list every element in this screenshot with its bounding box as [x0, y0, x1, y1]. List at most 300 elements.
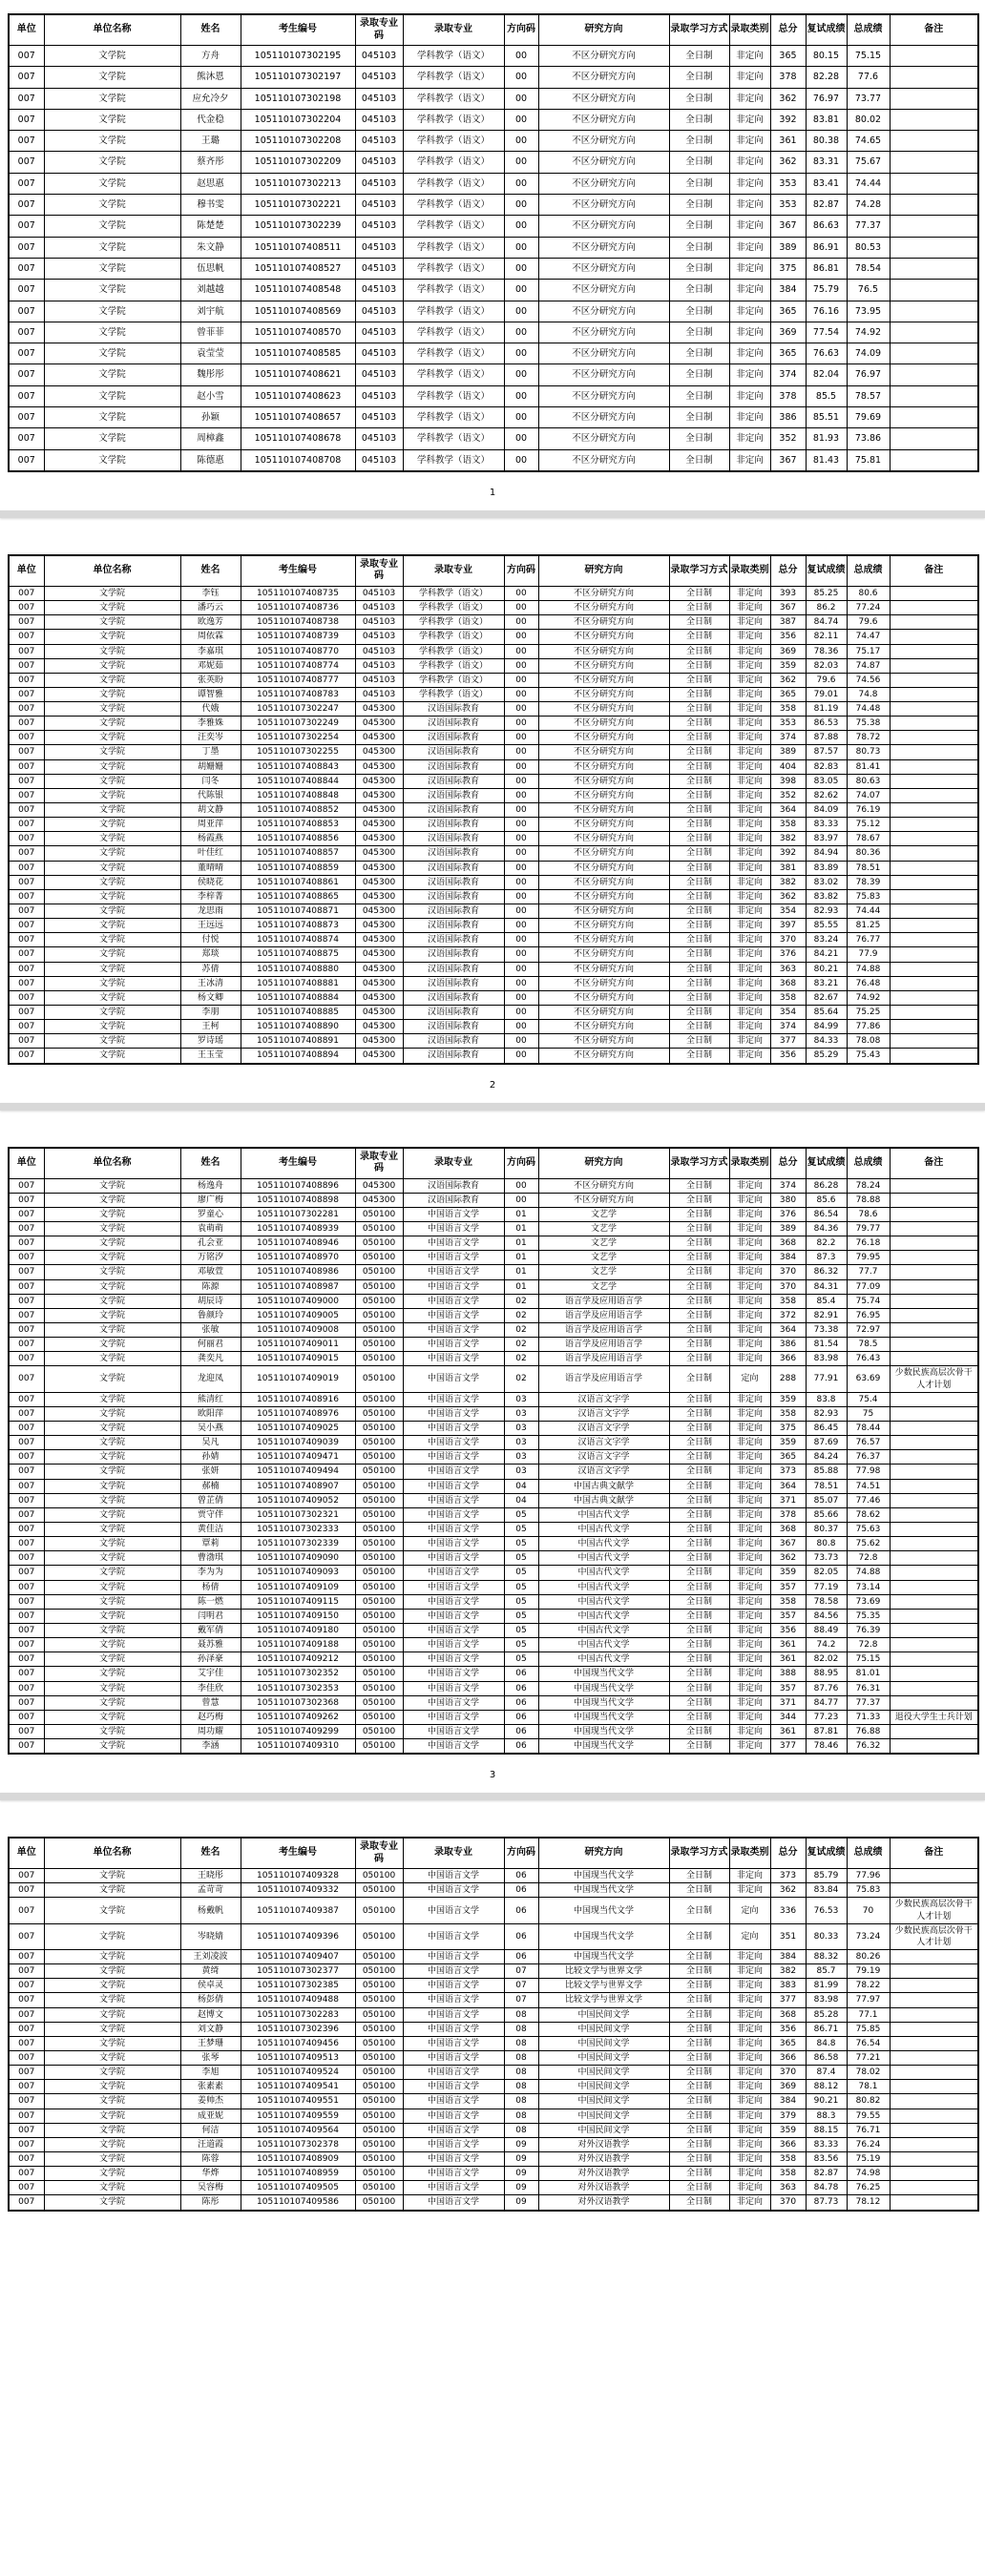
- name-cell: 侯卓灵: [180, 1979, 241, 1993]
- unit-name-cell: 文学院: [44, 759, 180, 774]
- research-direction-cell: 中国民间文学: [538, 2022, 669, 2036]
- unit-code-cell: 007: [9, 962, 44, 976]
- admissions-table-page-3: [8, 1147, 979, 1755]
- column-header-study-mode: 录取学习方式: [669, 1838, 729, 1869]
- table-row: [9, 1638, 978, 1652]
- major-cell: 中国语言文学: [403, 1222, 504, 1236]
- retest-score-cell: 78.51: [806, 1479, 847, 1493]
- major-cell: 中国语言文学: [403, 1479, 504, 1493]
- retest-score-cell: 82.05: [806, 1566, 847, 1580]
- unit-code-cell: 007: [9, 1392, 44, 1406]
- remark-cell: [890, 1623, 978, 1637]
- table-row: [9, 889, 978, 904]
- name-cell: 杨霞燕: [180, 832, 241, 846]
- study-mode-cell: 全日制: [669, 2080, 729, 2094]
- major-code-cell: 050100: [355, 1566, 403, 1580]
- research-direction-cell: 不区分研究方向: [538, 962, 669, 976]
- major-code-cell: 050100: [355, 1883, 403, 1898]
- research-direction-cell: 语言学及应用语言学: [538, 1352, 669, 1366]
- unit-code-cell: 007: [9, 947, 44, 962]
- admission-type-cell: 非定向: [729, 1964, 770, 1979]
- study-mode-cell: 全日制: [669, 759, 729, 774]
- retest-score-cell: 87.69: [806, 1436, 847, 1450]
- page-separator: [0, 1793, 985, 1800]
- direction-code-cell: 07: [504, 1964, 538, 1979]
- study-mode-cell: 全日制: [669, 46, 729, 67]
- table-row: [9, 449, 978, 471]
- final-score-cell: 74.48: [847, 702, 890, 717]
- candidate-id-cell: 105110107408890: [241, 1020, 355, 1034]
- research-direction-cell: 文艺学: [538, 1251, 669, 1265]
- unit-code-cell: 007: [9, 919, 44, 933]
- remark-cell: [890, 1251, 978, 1265]
- retest-score-cell: 78.46: [806, 1739, 847, 1755]
- direction-code-cell: 01: [504, 1265, 538, 1279]
- total-score-cell: 377: [770, 1739, 806, 1755]
- remark-cell: [890, 919, 978, 933]
- unit-code-cell: 007: [9, 990, 44, 1005]
- page-number-1: 1: [489, 487, 496, 498]
- research-direction-cell: 不区分研究方向: [538, 919, 669, 933]
- name-cell: 黄绮: [180, 1964, 241, 1979]
- table-row: [9, 428, 978, 449]
- name-cell: 孔会亚: [180, 1236, 241, 1251]
- name-cell: 周功耀: [180, 1724, 241, 1738]
- final-score-cell: 75.4: [847, 1392, 890, 1406]
- retest-score-cell: 77.19: [806, 1580, 847, 1594]
- direction-code-cell: 00: [504, 173, 538, 194]
- research-direction-cell: 中国古代文学: [538, 1522, 669, 1536]
- retest-score-cell: 80.8: [806, 1537, 847, 1551]
- admission-type-cell: 非定向: [729, 1049, 770, 1064]
- unit-code-cell: 007: [9, 67, 44, 88]
- study-mode-cell: 全日制: [669, 1507, 729, 1522]
- study-mode-cell: 全日制: [669, 1695, 729, 1710]
- unit-name-cell: 文学院: [44, 2051, 180, 2066]
- total-score-cell: 369: [770, 322, 806, 343]
- total-score-cell: 382: [770, 875, 806, 889]
- study-mode-cell: 全日制: [669, 1479, 729, 1493]
- candidate-id-cell: 105110107302209: [241, 152, 355, 173]
- study-mode-cell: 全日制: [669, 1739, 729, 1755]
- name-cell: 欧阳萍: [180, 1406, 241, 1421]
- major-cell: 学科教学（语文）: [403, 644, 504, 658]
- final-score-cell: 74.56: [847, 673, 890, 687]
- direction-code-cell: 00: [504, 1006, 538, 1020]
- unit-name-cell: 文学院: [44, 1392, 180, 1406]
- unit-name-cell: 文学院: [44, 1406, 180, 1421]
- research-direction-cell: 不区分研究方向: [538, 88, 669, 109]
- retest-score-cell: 83.41: [806, 173, 847, 194]
- table-row: [9, 1537, 978, 1551]
- remark-cell: [890, 195, 978, 216]
- table-row: [9, 1049, 978, 1064]
- name-cell: 贾守伴: [180, 1507, 241, 1522]
- research-direction-cell: 中国民间文学: [538, 2066, 669, 2080]
- table-row: [9, 731, 978, 745]
- retest-score-cell: 83.82: [806, 889, 847, 904]
- candidate-id-cell: 105110107409019: [241, 1366, 355, 1392]
- total-score-cell: 358: [770, 1294, 806, 1308]
- unit-code-cell: 007: [9, 1294, 44, 1308]
- table-row: [9, 947, 978, 962]
- unit-code-cell: 007: [9, 1338, 44, 1352]
- name-cell: 李梓菁: [180, 889, 241, 904]
- total-score-cell: 364: [770, 1479, 806, 1493]
- direction-code-cell: 05: [504, 1594, 538, 1609]
- retest-score-cell: 84.77: [806, 1695, 847, 1710]
- research-direction-cell: 不区分研究方向: [538, 67, 669, 88]
- final-score-cell: 75.12: [847, 818, 890, 832]
- direction-code-cell: 03: [504, 1465, 538, 1479]
- total-score-cell: 371: [770, 1493, 806, 1507]
- total-score-cell: 365: [770, 1450, 806, 1465]
- table-row: [9, 152, 978, 173]
- final-score-cell: 74.98: [847, 2167, 890, 2181]
- retest-score-cell: 85.51: [806, 407, 847, 428]
- major-cell: 中国语言文学: [403, 1421, 504, 1435]
- name-cell: 艾宇佳: [180, 1667, 241, 1681]
- column-header-research-direction: 研究方向: [538, 1148, 669, 1179]
- table-row: [9, 788, 978, 802]
- direction-code-cell: 09: [504, 2137, 538, 2151]
- unit-code-cell: 007: [9, 301, 44, 322]
- remark-cell: [890, 1406, 978, 1421]
- admission-type-cell: 非定向: [729, 1338, 770, 1352]
- name-cell: 陈彤: [180, 2195, 241, 2211]
- direction-code-cell: 02: [504, 1338, 538, 1352]
- candidate-id-cell: 105110107408774: [241, 658, 355, 673]
- unit-name-cell: 文学院: [44, 280, 180, 301]
- candidate-id-cell: 105110107408907: [241, 1479, 355, 1493]
- column-header-major: 录取专业: [403, 14, 504, 46]
- major-code-cell: 050100: [355, 1623, 403, 1637]
- table-row: [9, 1006, 978, 1020]
- retest-score-cell: 88.3: [806, 2109, 847, 2123]
- direction-code-cell: 00: [504, 152, 538, 173]
- unit-name-cell: 文学院: [44, 343, 180, 364]
- table-row: [9, 846, 978, 861]
- retest-score-cell: 85.5: [806, 385, 847, 406]
- unit-name-cell: 文学院: [44, 803, 180, 818]
- unit-code-cell: 007: [9, 1251, 44, 1265]
- candidate-id-cell: 105110107408885: [241, 1006, 355, 1020]
- name-cell: 赵思惠: [180, 173, 241, 194]
- candidate-id-cell: 105110107302283: [241, 2007, 355, 2022]
- candidate-id-cell: 105110107409396: [241, 1923, 355, 1949]
- study-mode-cell: 全日制: [669, 717, 729, 731]
- research-direction-cell: 不区分研究方向: [538, 658, 669, 673]
- unit-name-cell: 文学院: [44, 976, 180, 990]
- study-mode-cell: 全日制: [669, 601, 729, 615]
- retest-score-cell: 82.93: [806, 1406, 847, 1421]
- column-header-admission-type: 录取类别: [729, 14, 770, 46]
- candidate-id-cell: 105110107408874: [241, 933, 355, 947]
- major-code-cell: 045103: [355, 301, 403, 322]
- retest-score-cell: 82.02: [806, 1652, 847, 1667]
- name-cell: 岑晓婧: [180, 1923, 241, 1949]
- name-cell: 王梦珊: [180, 2036, 241, 2050]
- unit-name-cell: 文学院: [44, 131, 180, 152]
- name-cell: 陈蓉: [180, 2152, 241, 2167]
- total-score-cell: 365: [770, 2036, 806, 2050]
- final-score-cell: 80.6: [847, 586, 890, 600]
- unit-code-cell: 007: [9, 1964, 44, 1979]
- admission-type-cell: 非定向: [729, 216, 770, 237]
- unit-name-cell: 文学院: [44, 962, 180, 976]
- admission-type-cell: 非定向: [729, 875, 770, 889]
- unit-name-cell: 文学院: [44, 449, 180, 471]
- retest-score-cell: 76.63: [806, 343, 847, 364]
- direction-code-cell: 02: [504, 1366, 538, 1392]
- total-score-cell: 365: [770, 46, 806, 67]
- candidate-id-cell: 105110107408881: [241, 976, 355, 990]
- table-row: [9, 1279, 978, 1294]
- admission-type-cell: 非定向: [729, 67, 770, 88]
- admission-type-cell: 非定向: [729, 109, 770, 130]
- total-score-cell: 351: [770, 1923, 806, 1949]
- study-mode-cell: 全日制: [669, 449, 729, 471]
- table-row: [9, 1366, 978, 1392]
- remark-cell: [890, 1294, 978, 1308]
- admission-type-cell: 非定向: [729, 1652, 770, 1667]
- direction-code-cell: 02: [504, 1308, 538, 1322]
- final-score-cell: 78.62: [847, 1507, 890, 1522]
- unit-name-cell: 文学院: [44, 1251, 180, 1265]
- admission-type-cell: 非定向: [729, 1308, 770, 1322]
- final-score-cell: 76.71: [847, 2123, 890, 2137]
- admission-type-cell: 非定向: [729, 774, 770, 788]
- research-direction-cell: 不区分研究方向: [538, 687, 669, 701]
- unit-name-cell: 文学院: [44, 1710, 180, 1724]
- direction-code-cell: 00: [504, 343, 538, 364]
- unit-code-cell: 007: [9, 788, 44, 802]
- remark-cell: [890, 216, 978, 237]
- major-code-cell: 050100: [355, 1537, 403, 1551]
- candidate-id-cell: 105110107409541: [241, 2080, 355, 2094]
- major-cell: 学科教学（语文）: [403, 630, 504, 644]
- table-row: [9, 343, 978, 364]
- candidate-id-cell: 105110107409494: [241, 1465, 355, 1479]
- table-row: [9, 1322, 978, 1337]
- direction-code-cell: 00: [504, 990, 538, 1005]
- unit-code-cell: 007: [9, 644, 44, 658]
- column-header-final-score: 总成绩: [847, 555, 890, 587]
- major-cell: 汉语国际教育: [403, 1020, 504, 1034]
- unit-code-cell: 007: [9, 673, 44, 687]
- admission-type-cell: 非定向: [729, 673, 770, 687]
- study-mode-cell: 全日制: [669, 1964, 729, 1979]
- table-header: [9, 1148, 978, 1179]
- direction-code-cell: 00: [504, 1178, 538, 1193]
- table-row: [9, 1898, 978, 1923]
- unit-code-cell: 007: [9, 2066, 44, 2080]
- name-cell: 赵巧梅: [180, 1710, 241, 1724]
- major-cell: 学科教学（语文）: [403, 673, 504, 687]
- direction-code-cell: 09: [504, 2181, 538, 2195]
- major-cell: 中国语言文学: [403, 1898, 504, 1923]
- study-mode-cell: 全日制: [669, 1652, 729, 1667]
- direction-code-cell: 07: [504, 1979, 538, 1993]
- name-cell: 郑琰: [180, 947, 241, 962]
- total-score-cell: 374: [770, 364, 806, 385]
- major-cell: 中国语言文学: [403, 1724, 504, 1738]
- major-cell: 中国语言文学: [403, 1465, 504, 1479]
- remark-cell: [890, 1308, 978, 1322]
- retest-score-cell: 83.05: [806, 774, 847, 788]
- column-header-total-score: 总分: [770, 14, 806, 46]
- unit-code-cell: 007: [9, 1020, 44, 1034]
- major-code-cell: 045103: [355, 687, 403, 701]
- study-mode-cell: 全日制: [669, 1710, 729, 1724]
- total-score-cell: 356: [770, 630, 806, 644]
- direction-code-cell: 00: [504, 449, 538, 471]
- name-cell: 孙婧: [180, 1450, 241, 1465]
- major-cell: 汉语国际教育: [403, 803, 504, 818]
- table-row: [9, 1566, 978, 1580]
- admission-type-cell: 非定向: [729, 803, 770, 818]
- total-score-cell: 367: [770, 1537, 806, 1551]
- final-score-cell: 79.55: [847, 2109, 890, 2123]
- unit-name-cell: 文学院: [44, 1551, 180, 1566]
- final-score-cell: 74.44: [847, 173, 890, 194]
- remark-cell: 少数民族高层次骨干人才计划: [890, 1923, 978, 1949]
- study-mode-cell: 全日制: [669, 1352, 729, 1366]
- remark-cell: [890, 1020, 978, 1034]
- final-score-cell: 77.09: [847, 1279, 890, 1294]
- major-cell: 学科教学（语文）: [403, 152, 504, 173]
- unit-code-cell: 007: [9, 1883, 44, 1898]
- total-score-cell: 353: [770, 195, 806, 216]
- final-score-cell: 79.69: [847, 407, 890, 428]
- unit-name-cell: 文学院: [44, 1193, 180, 1207]
- major-code-cell: 045103: [355, 88, 403, 109]
- remark-cell: [890, 1236, 978, 1251]
- candidate-id-cell: 105110107409008: [241, 1322, 355, 1337]
- total-score-cell: 368: [770, 976, 806, 990]
- retest-score-cell: 79.6: [806, 673, 847, 687]
- major-code-cell: 045103: [355, 385, 403, 406]
- study-mode-cell: 全日制: [669, 990, 729, 1005]
- name-cell: 董晴晴: [180, 861, 241, 875]
- table-row: [9, 1406, 978, 1421]
- major-code-cell: 045300: [355, 788, 403, 802]
- retest-score-cell: 77.91: [806, 1366, 847, 1392]
- name-cell: 姜帅杰: [180, 2094, 241, 2109]
- study-mode-cell: 全日制: [669, 1049, 729, 1064]
- major-cell: 中国语言文学: [403, 1366, 504, 1392]
- unit-name-cell: 文学院: [44, 1222, 180, 1236]
- major-code-cell: 050100: [355, 1493, 403, 1507]
- retest-score-cell: 85.28: [806, 2007, 847, 2022]
- major-cell: 中国语言文学: [403, 1322, 504, 1337]
- research-direction-cell: 不区分研究方向: [538, 195, 669, 216]
- retest-score-cell: 84.24: [806, 1450, 847, 1465]
- candidate-id-cell: 105110107408959: [241, 2167, 355, 2181]
- name-cell: 鲁颜玲: [180, 1308, 241, 1322]
- remark-cell: [890, 2181, 978, 2195]
- name-cell: 王远远: [180, 919, 241, 933]
- table-row: [9, 2080, 978, 2094]
- table-row: [9, 1979, 978, 1993]
- admission-type-cell: 非定向: [729, 904, 770, 919]
- admission-type-cell: 非定向: [729, 2167, 770, 2181]
- page-separator: [0, 510, 985, 518]
- study-mode-cell: 全日制: [669, 1222, 729, 1236]
- remark-cell: [890, 407, 978, 428]
- name-cell: 闫明君: [180, 1609, 241, 1623]
- study-mode-cell: 全日制: [669, 1265, 729, 1279]
- major-cell: 汉语国际教育: [403, 832, 504, 846]
- major-code-cell: 045103: [355, 258, 403, 279]
- admission-type-cell: 非定向: [729, 280, 770, 301]
- name-cell: 胡文静: [180, 803, 241, 818]
- major-code-cell: 050100: [355, 2051, 403, 2066]
- remark-cell: [890, 601, 978, 615]
- retest-score-cell: 76.97: [806, 88, 847, 109]
- research-direction-cell: 中国古典文献学: [538, 1479, 669, 1493]
- major-cell: 学科教学（语文）: [403, 615, 504, 630]
- major-code-cell: 050100: [355, 1421, 403, 1435]
- candidate-id-cell: 105110107408859: [241, 861, 355, 875]
- candidate-id-cell: 105110107408875: [241, 947, 355, 962]
- major-cell: 中国语言文学: [403, 1551, 504, 1566]
- research-direction-cell: 中国现当代文学: [538, 1695, 669, 1710]
- total-score-cell: 354: [770, 904, 806, 919]
- major-code-cell: 045103: [355, 343, 403, 364]
- retest-score-cell: 80.38: [806, 131, 847, 152]
- final-score-cell: 76.24: [847, 2137, 890, 2151]
- candidate-id-cell: 105110107408865: [241, 889, 355, 904]
- major-cell: 中国语言文学: [403, 1580, 504, 1594]
- name-cell: 熊沐恩: [180, 67, 241, 88]
- table-row: [9, 1724, 978, 1738]
- table-row: [9, 2066, 978, 2080]
- major-code-cell: 045103: [355, 46, 403, 67]
- candidate-id-cell: 105110107408739: [241, 630, 355, 644]
- study-mode-cell: 全日制: [669, 364, 729, 385]
- final-score-cell: 78.44: [847, 1421, 890, 1435]
- major-cell: 中国语言文学: [403, 2109, 504, 2123]
- retest-score-cell: 85.55: [806, 919, 847, 933]
- direction-code-cell: 03: [504, 1421, 538, 1435]
- study-mode-cell: 全日制: [669, 644, 729, 658]
- remark-cell: [890, 258, 978, 279]
- total-score-cell: 380: [770, 1193, 806, 1207]
- total-score-cell: 392: [770, 846, 806, 861]
- direction-code-cell: 00: [504, 428, 538, 449]
- unit-name-cell: 文学院: [44, 1479, 180, 1493]
- study-mode-cell: 全日制: [669, 2195, 729, 2211]
- final-score-cell: 76.18: [847, 1236, 890, 1251]
- admission-type-cell: 非定向: [729, 731, 770, 745]
- name-cell: 胡姗姗: [180, 759, 241, 774]
- retest-score-cell: 87.57: [806, 745, 847, 759]
- name-cell: 李钰: [180, 586, 241, 600]
- bottom-whitespace: [8, 2212, 977, 2221]
- candidate-id-cell: 105110107408939: [241, 1222, 355, 1236]
- table-row: [9, 2022, 978, 2036]
- research-direction-cell: 中国古代文学: [538, 1551, 669, 1566]
- major-code-cell: 050100: [355, 1338, 403, 1352]
- name-cell: 刘文静: [180, 2022, 241, 2036]
- admission-type-cell: 非定向: [729, 237, 770, 258]
- direction-code-cell: 00: [504, 364, 538, 385]
- column-header-direction-code: 方向码: [504, 555, 538, 587]
- research-direction-cell: 中国民间文学: [538, 2123, 669, 2137]
- study-mode-cell: 全日制: [669, 1366, 729, 1392]
- unit-name-cell: 文学院: [44, 1923, 180, 1949]
